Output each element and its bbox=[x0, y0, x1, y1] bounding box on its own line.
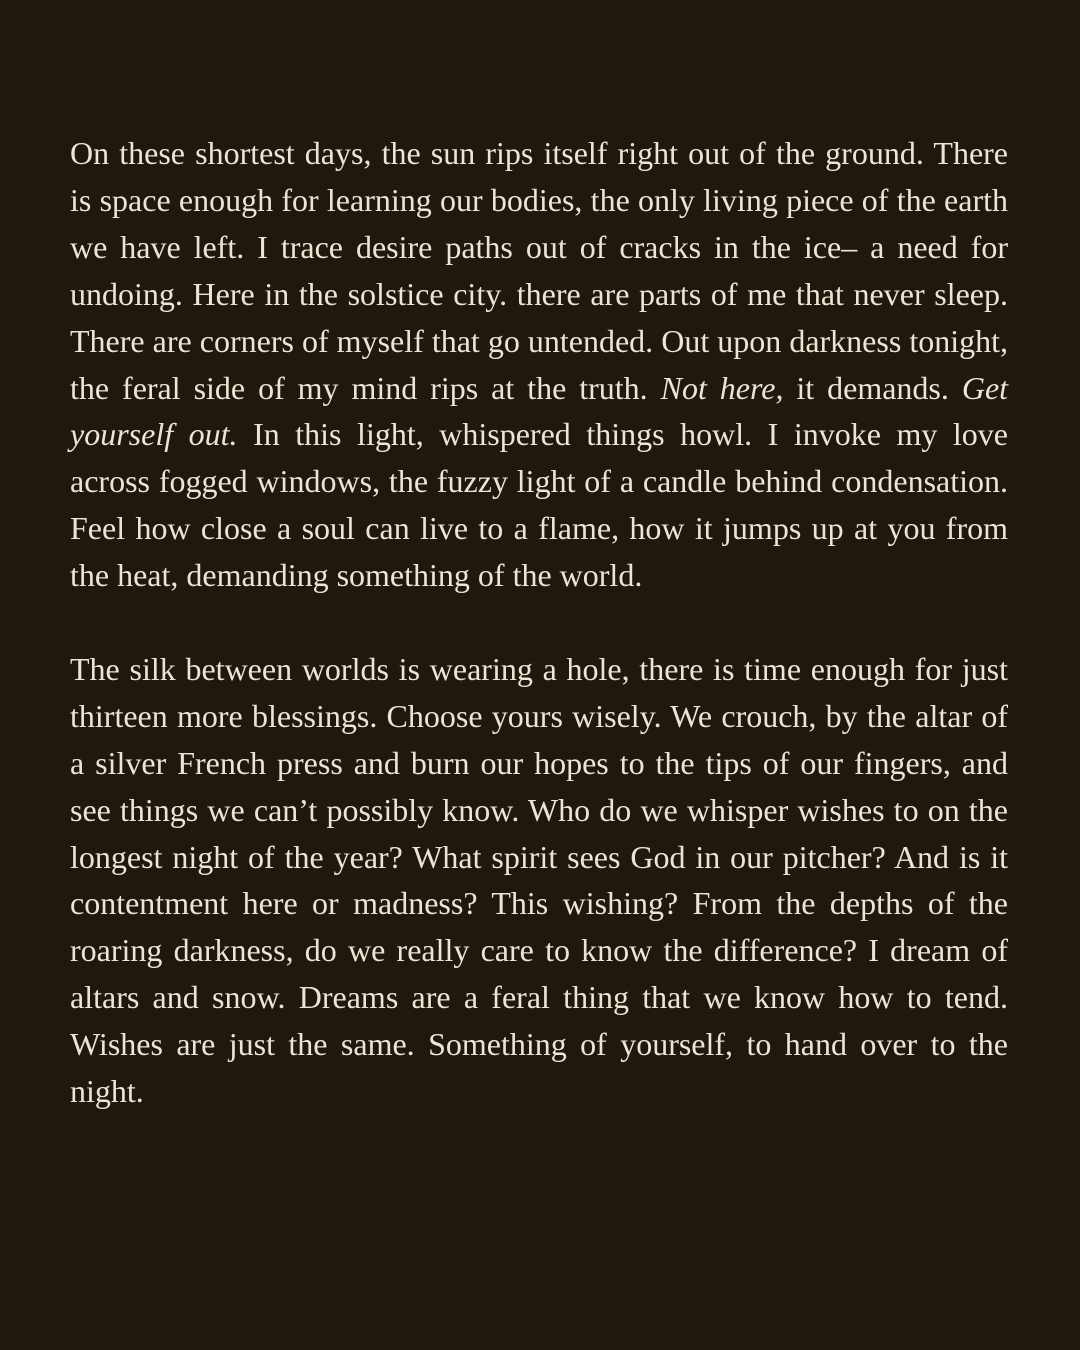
italic-phrase-not-here: Not here, bbox=[660, 369, 784, 406]
paragraph-1-text-a: On these shortest days, the sun rips itself right out of the ground. There is space enough for learning our bodies, the only living piece of the earth we have left. I trace desire paths out of cracks in the ice– a need for undoing. Here in the solstice city. there are parts of me that never sleep. There are corners of myself that go untended. Out upon darkness tonight, the feral side of my mind rips at the truth. bbox=[70, 135, 1008, 406]
paragraph-1 bbox=[70, 130, 1008, 599]
paragraph-1-text-c: In this light, whispered things howl. I invoke my love across fogged windows, the fuzzy light of a candle behind condensation. Feel how close a soul can live to a flame, how it jumps up at you from the heat, demanding something of the world. bbox=[70, 416, 1009, 594]
essay-body bbox=[70, 130, 1008, 1115]
paragraph-1-text-b: it demands. bbox=[783, 369, 962, 406]
italic-phrase-get-yourself-out: Get yourself out. bbox=[70, 369, 1009, 453]
paragraph-2: The silk between worlds is wearing a hole, there is time enough for just thirteen more blessings. Choose yours wisely. We crouch, by the altar of a silver French press and burn our hopes to the tips of our fingers, and see things we can’t possibly know. Who do we whisper wishes to on the longest night of the year? What spirit sees God in our pitcher? And is it contentment here or madness? This wishing? From the depths of the roaring darkness, do we really care to know the difference? I dream of altars and snow. Dreams are a feral thing that we know how to tend. Wishes are just the same. Something of yourself, to hand over to the night. bbox=[70, 650, 1008, 1110]
